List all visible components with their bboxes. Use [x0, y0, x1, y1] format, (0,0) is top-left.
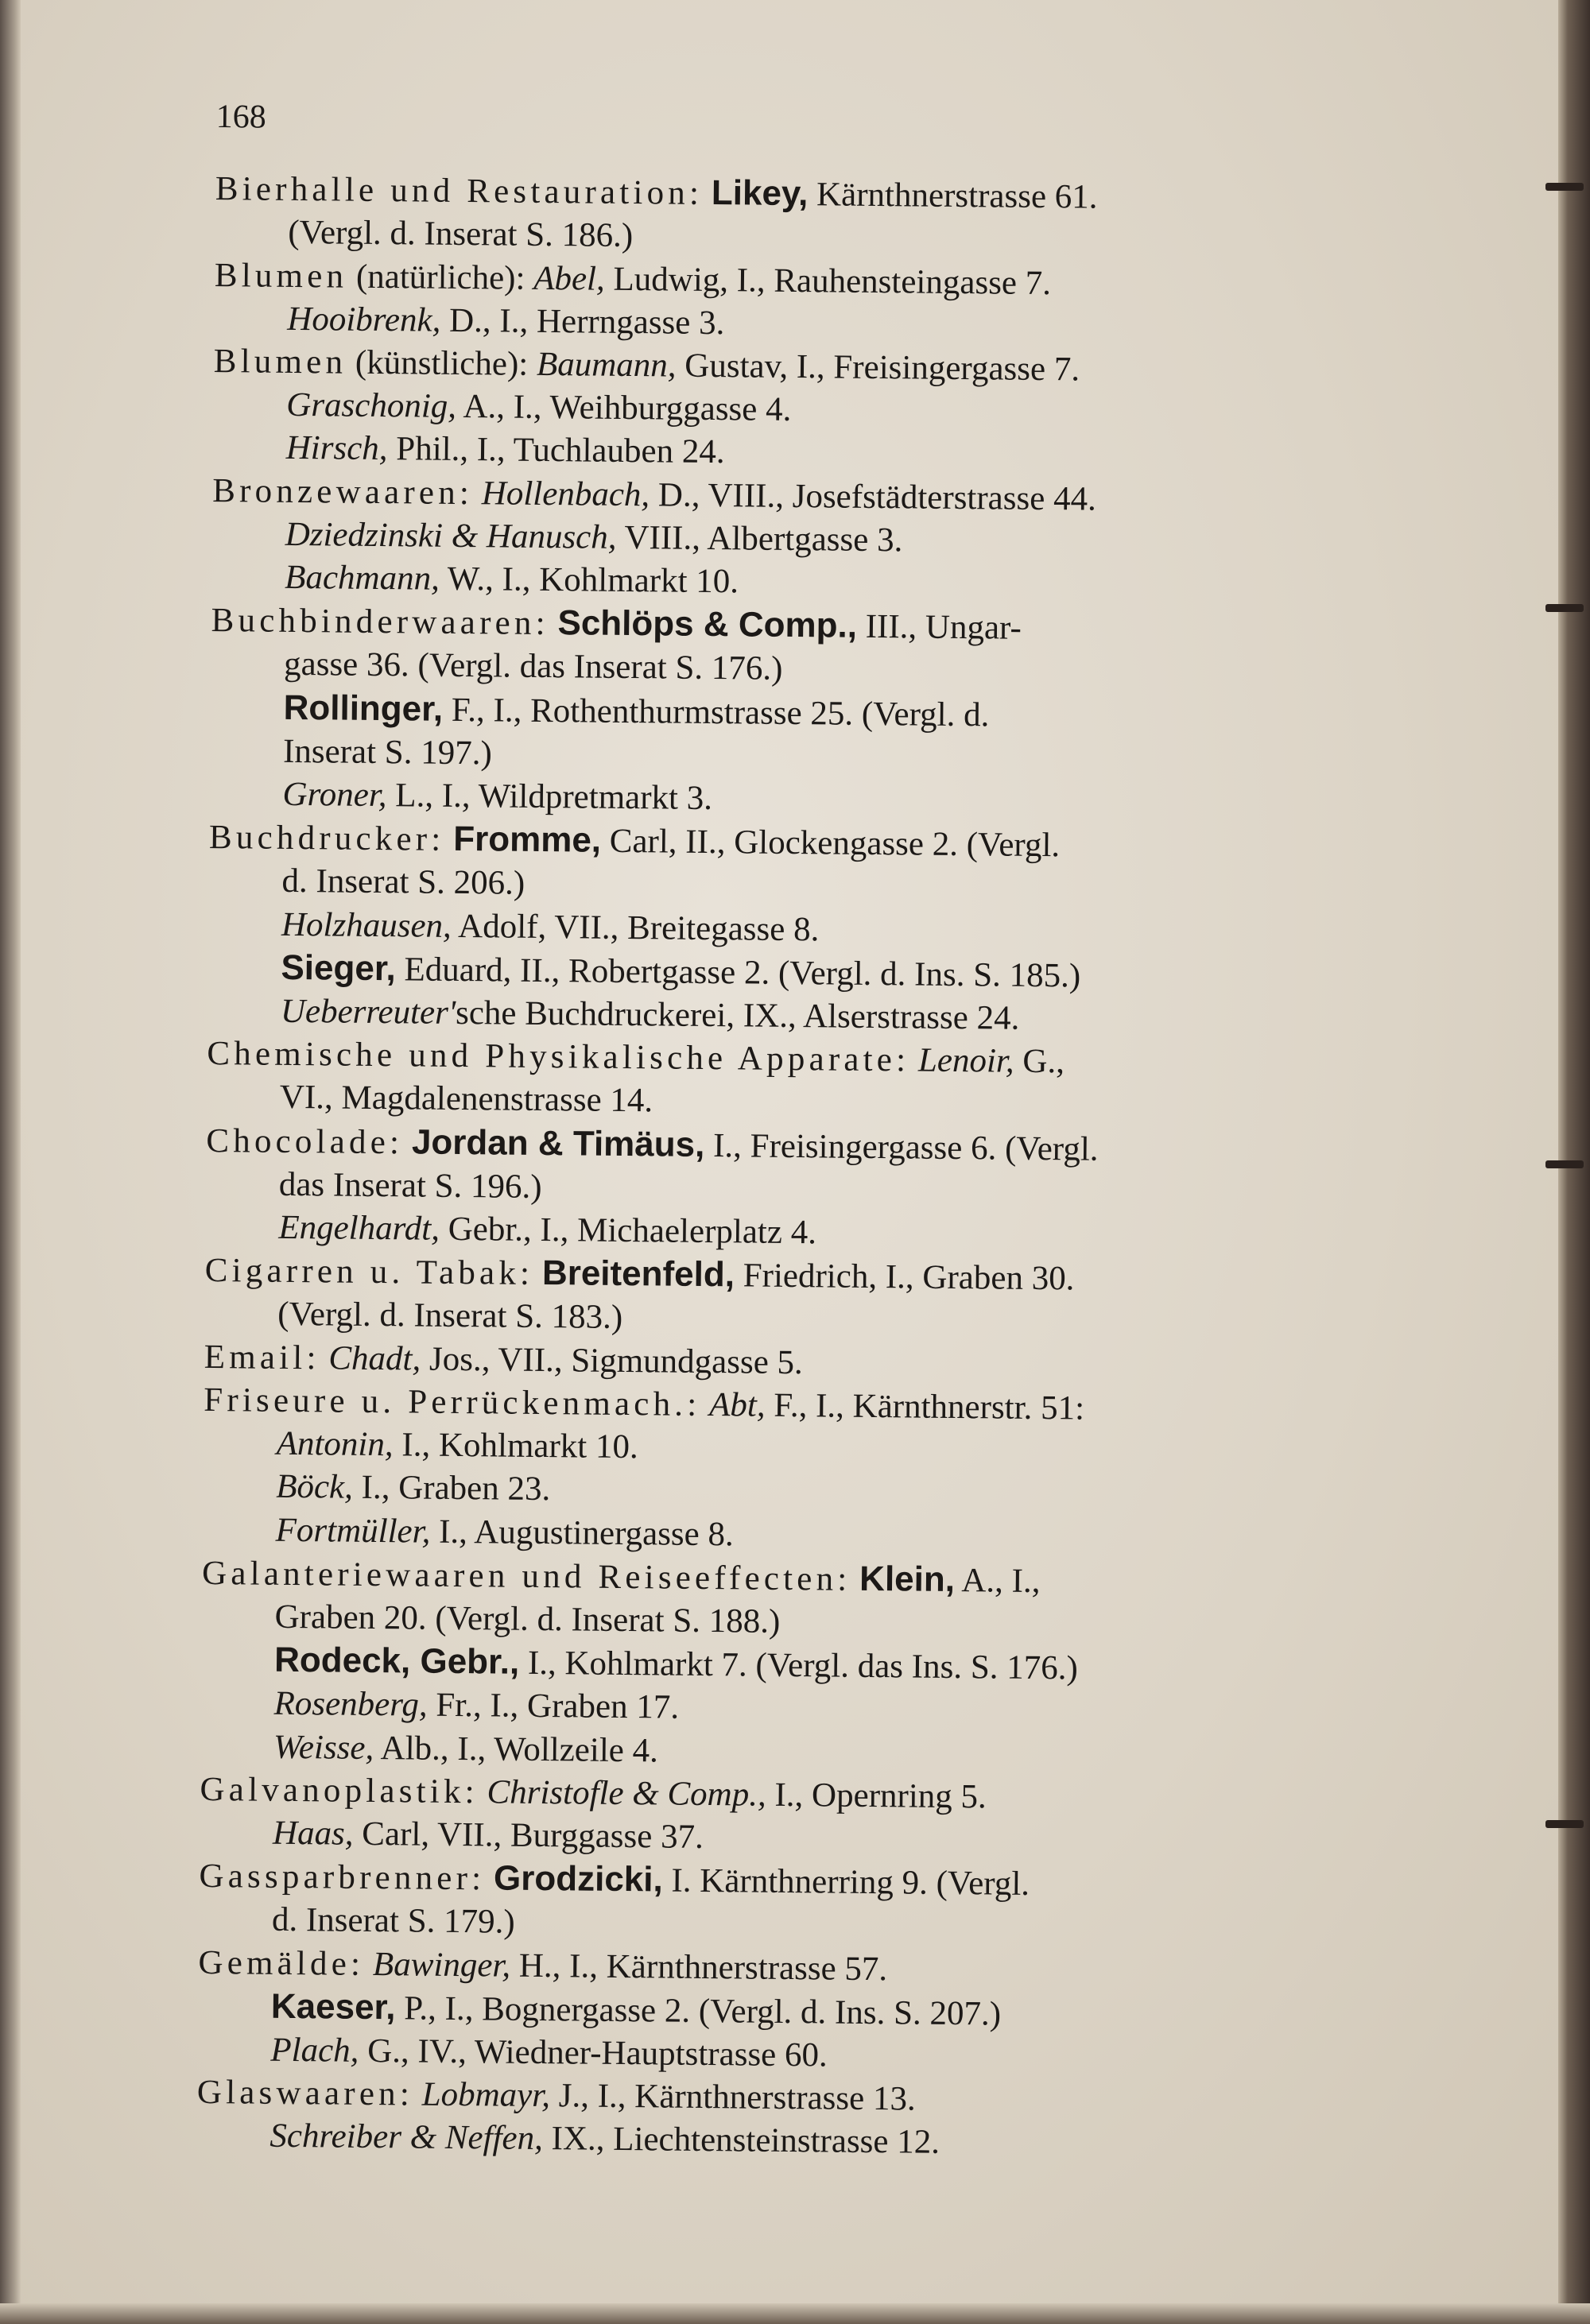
entry-text: P., I., Bognergasse 2. (Vergl. d. Ins. S. 207.): [395, 1989, 1002, 2033]
entry-text: [909, 1042, 918, 1079]
binding-thread: [1545, 604, 1584, 612]
entry-text: d. Inserat S. 179.): [271, 1901, 515, 1942]
entry-text: das Inserat S. 196.): [278, 1165, 542, 1206]
category-heading: Cigarren u. Tabak:: [204, 1252, 534, 1293]
business-name: Fortmüller,: [275, 1511, 431, 1551]
entry-text: Fr., I., Graben 17.: [427, 1686, 680, 1726]
category-heading: Chocolade:: [206, 1121, 404, 1161]
advertiser-name: Grodzicki,: [493, 1858, 663, 1900]
entry-text: Inserat S. 197.): [282, 732, 493, 773]
entry-text: J., I., Kärnthnerstrasse 13.: [549, 2077, 916, 2118]
entry-text: [320, 1339, 328, 1377]
advertiser-name: Breitenfeld,: [541, 1253, 735, 1295]
entry-text: L., I., Wildpretmarkt 3.: [386, 777, 713, 818]
business-name: Rosenberg,: [273, 1685, 428, 1724]
entry-text: [851, 1560, 859, 1598]
entry-text: [413, 2076, 422, 2113]
entry-text: F., I., Rothenthurmstrasse 25. (Vergl. d.: [442, 691, 990, 734]
entry-text: Eduard, II., Robertgasse 2. (Vergl. d. Ins. S. 185.): [395, 951, 1081, 995]
business-name: Chadt,: [328, 1339, 421, 1378]
advertiser-name: Rollinger,: [283, 688, 444, 729]
business-name: Engelhardt,: [278, 1208, 440, 1248]
entry-text: [533, 1255, 542, 1292]
category-heading: Glaswaaren:: [196, 2074, 414, 2113]
entry-text: G.,: [1014, 1042, 1065, 1081]
category-heading: Gassparbrenner:: [199, 1857, 486, 1898]
entry-text: A., I., Weihburggasse 4.: [456, 388, 792, 429]
entry-text: I., Kohlmarkt 10.: [393, 1426, 638, 1466]
advertiser-name: Jordan & Timäus,: [411, 1122, 705, 1164]
advertiser-name: Kaeser,: [270, 1986, 396, 2028]
business-name: Hirsch,: [285, 429, 388, 468]
entry-text: I., Kohlmarkt 7. (Vergl. das Ins. S. 176.): [518, 1644, 1079, 1687]
entry-text: G., IV., Wiedner-Hauptstrasse 60.: [359, 2032, 828, 2074]
category-heading: Email:: [204, 1338, 320, 1377]
entry-text: I. Kärnthnerring 9. (Vergl.: [662, 1861, 1030, 1904]
advertiser-name: Fromme,: [452, 819, 602, 860]
entry-text: VI., Magdalenenstrasse 14.: [279, 1079, 653, 1120]
entry-text: IX., Liechtensteinstrasse 12.: [542, 2120, 940, 2162]
business-name: Bachmann,: [284, 558, 440, 598]
business-name: Lenoir,: [917, 1041, 1014, 1080]
entry-text: D., VIII., Josefstädterstrasse 44.: [649, 475, 1097, 518]
advertiser-name: Sieger,: [281, 947, 397, 989]
entry-text: (natürliche):: [347, 258, 534, 297]
category-heading: Bronzewaaren:: [212, 471, 474, 512]
category-heading: Buchdrucker:: [208, 819, 445, 859]
advertiser-name: Rodeck, Gebr.,: [273, 1640, 520, 1682]
entry-text: sche Buchdruckerei, IX., Alserstrasse 24.: [455, 994, 1020, 1037]
advertiser-name: Schlöps & Comp.,: [557, 603, 858, 646]
entry-text: III., Ungar-: [856, 608, 1022, 647]
business-name: Groner,: [282, 775, 387, 815]
entry-text: [485, 1860, 494, 1897]
advertiser-name: Klein,: [859, 1559, 956, 1599]
entry-text: [479, 1773, 487, 1811]
business-name: Schreiber & Neffen,: [270, 2117, 544, 2158]
category-heading: Buchbinderwaaren:: [211, 602, 549, 643]
entry-text: Carl, VII., Burggasse 37.: [353, 1815, 704, 1856]
directory-entries: [196, 167, 1424, 2169]
entry-text: Carl, II., Glockengasse 2. (Vergl.: [600, 822, 1061, 865]
entry-text: (Vergl. d. Inserat S. 186.): [288, 214, 634, 255]
business-name: Plach,: [270, 2031, 359, 2070]
entry-text: Phil., I., Tuchlauben 24.: [387, 430, 725, 471]
entry-text: [703, 175, 712, 212]
entry-text: Kärnthnerstrasse 61.: [808, 176, 1098, 216]
entry-text: Friedrich, I., Graben 30.: [734, 1257, 1075, 1298]
entry-text: I., Opernring 5.: [766, 1776, 987, 1816]
category-heading: Chemische und Physikalische Apparate:: [207, 1035, 910, 1079]
binding-thread: [1545, 1160, 1584, 1168]
page-number: 168: [215, 98, 266, 136]
entry-text: Graben 20. (Vergl. d. Inserat S. 188.): [274, 1598, 781, 1640]
business-name: Weisse,: [273, 1728, 374, 1767]
entry-text: Gebr., I., Michaelerplatz 4.: [439, 1210, 817, 1252]
entry-text: F., I., Kärnthnerstr. 51:: [765, 1386, 1085, 1427]
category-heading: Blumen: [213, 343, 347, 382]
binding-thread: [1545, 183, 1584, 191]
entry-text: I., Graben 23.: [352, 1469, 551, 1509]
category-heading: Blumen: [214, 256, 348, 296]
entry-text: I., Freisingergasse 6. (Vergl.: [704, 1126, 1099, 1168]
business-name: Hooibrenk,: [287, 300, 441, 339]
business-name: Bawinger,: [372, 1945, 511, 1985]
category-heading: Galanteriewaaren und Reiseeffecten:: [201, 1554, 851, 1598]
business-name: Lobmayr,: [421, 2075, 551, 2115]
entry-text: [473, 474, 482, 512]
category-heading: Bierhalle und Restauration:: [215, 170, 704, 213]
category-heading: Galvanoplastik:: [200, 1770, 479, 1811]
business-name: Graschonig,: [286, 386, 457, 426]
business-name: Böck,: [275, 1468, 354, 1507]
binding-thread: [1545, 1820, 1584, 1828]
entry-text: [364, 1945, 373, 1982]
entry-text: Jos., VII., Sigmundgasse 5.: [421, 1340, 804, 1381]
business-name: Abel,: [533, 259, 605, 298]
entry-text: H., I., Kärnthnerstrasse 57.: [510, 1946, 888, 1988]
category-heading: Gemälde:: [198, 1943, 365, 1983]
entry-text: W., I., Kohlmarkt 10.: [439, 560, 739, 601]
business-name: Baumann,: [536, 345, 677, 385]
business-name: Antonin,: [276, 1424, 394, 1464]
entry-text: D., I., Herrngasse 3.: [440, 301, 725, 342]
book-spine-shadow: [0, 0, 21, 2324]
entry-text: (Vergl. d. Inserat S. 183.): [277, 1296, 623, 1337]
entry-text: gasse 36. (Vergl. das Inserat S. 176.): [283, 645, 783, 688]
business-name: Christofle & Comp.,: [487, 1773, 766, 1814]
entry-text: Adolf, VII., Breitegasse 8.: [451, 907, 820, 948]
page-bottom-edge: [0, 2303, 1590, 2324]
business-name: Hollenbach,: [481, 474, 650, 513]
business-name: Holzhausen,: [281, 905, 452, 945]
category-heading: Friseure u. Perrückenmach.:: [204, 1381, 701, 1423]
entry-text: Alb., I., Wollzeile 4.: [374, 1729, 659, 1769]
entry-text: [403, 1124, 412, 1161]
entry-text: A., I.,: [954, 1561, 1041, 1600]
entry-text: I., Augustinergasse 8.: [430, 1513, 734, 1553]
entry-text: Ludwig, I., Rauhensteingasse 7.: [604, 260, 1052, 302]
business-name: Ueberreuter': [280, 992, 456, 1032]
entry-text: d. Inserat S. 206.): [281, 862, 525, 903]
business-name: Haas,: [272, 1814, 354, 1853]
business-name: Dziedzinski & Hanusch,: [285, 515, 617, 556]
entry-text: Gustav, I., Freisingergasse 7.: [676, 347, 1080, 389]
business-name: Abt,: [708, 1385, 766, 1424]
entry-text: (künstliche):: [346, 343, 537, 383]
entry-text: [444, 821, 453, 858]
entry-text: [549, 605, 558, 642]
advertiser-name: Likey,: [711, 173, 809, 214]
directory-text: [196, 95, 1425, 2169]
entry-text: VIII., Albertgasse 3.: [616, 518, 903, 560]
entry-text: [700, 1386, 709, 1423]
